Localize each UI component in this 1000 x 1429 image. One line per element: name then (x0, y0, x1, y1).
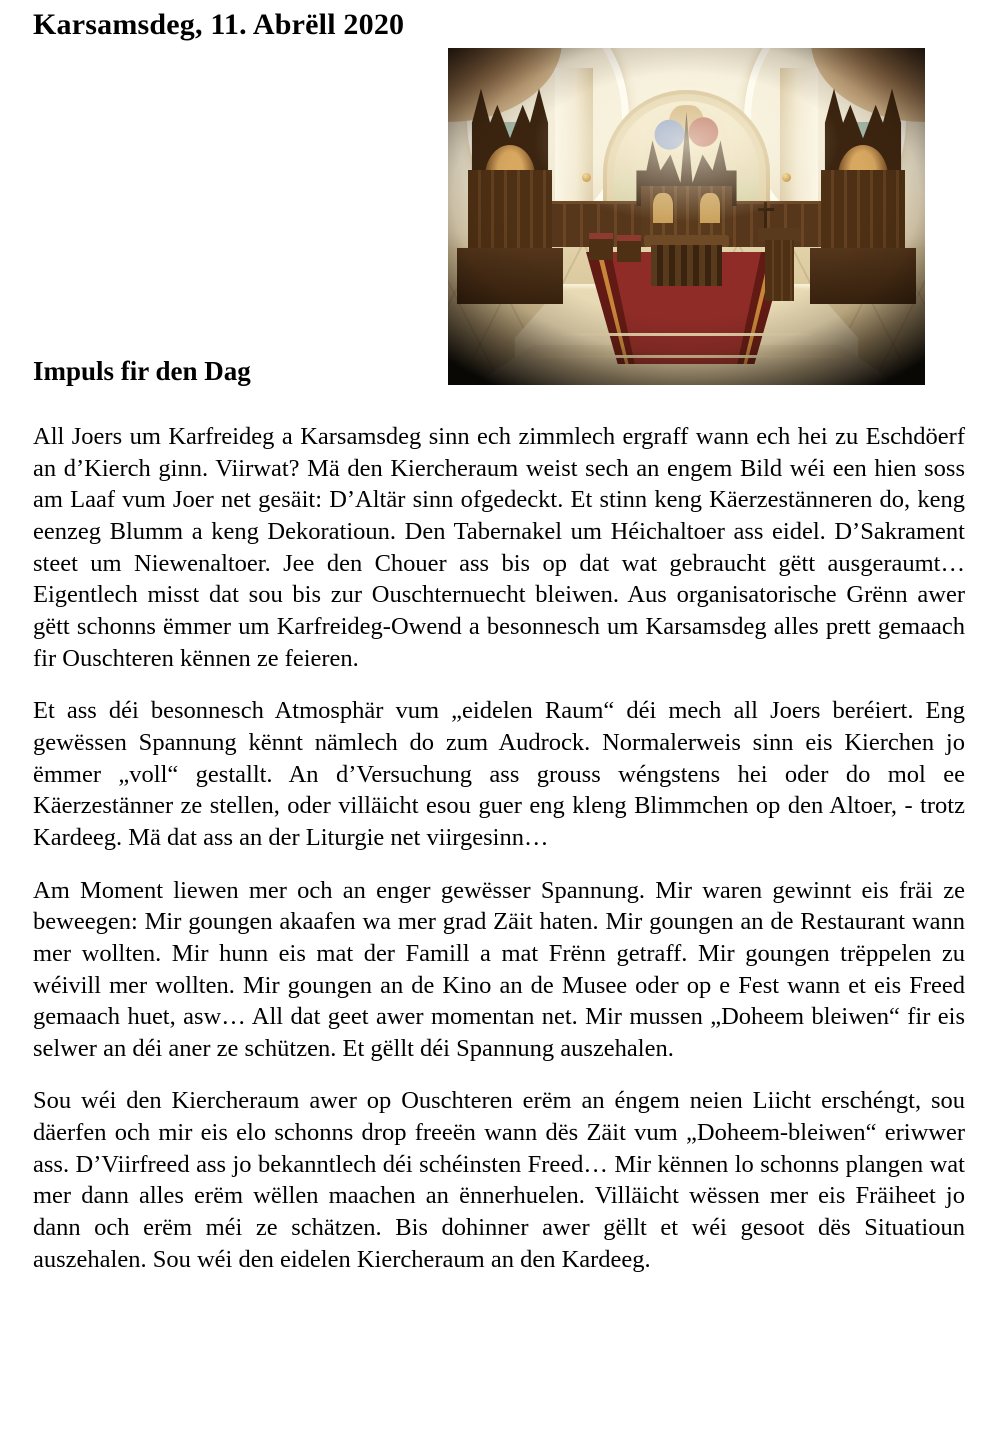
church-interior-photo (448, 48, 925, 385)
paragraph-2: Et ass déi besonnesch Atmosphär vum „eidelen Raum“ déi mech all Joers beréiert. Eng gewëssen Spannung kënnt nämlech do zum Audrock. Normalerweis sinn eis Kierchen jo ëmmer „voll“ gestallt. An d’Versuchung ass grouss wéngstens hei oder do mol ee Käerzestänner ze stellen, oder villäicht esou guer eng kleng Blimmchen op den Altoer, - trotz Kardeeg. Mä dat ass an der Liturgie net viirgesinn… (33, 697, 965, 851)
document-title: Karsamsdeg, 11. Abrëll 2020 (33, 8, 405, 41)
photo-fisheye-vignette (448, 48, 925, 385)
body-text (33, 421, 965, 1296)
paragraph-3: Am Moment liewen mer och an enger gewësser Spannung. Mir waren gewinnt eis fräi ze beweegen: Mir goungen akaafen wa mer grad Zäit haten. Mir goungen an de Restaurant wann mer wollten. Mir hunn eis mat der Famill a mat Frënn getraff. Mir goungen trëppelen zu wéivill mer wollten. Mir goungen an de Kino an de Musee oder op e Fest wann et eis Freed gemaach huet, asw… All dat geet awer momentan net. Mir mussen „Doheem bleiwen“ fir eis selwer an déi aner ze schützen. Et gëllt déi Spannung auszehalen. (33, 876, 965, 1062)
section-heading: Impuls fir den Dag (33, 356, 251, 386)
paragraph-1: All Joers um Karfreideg a Karsamsdeg sinn ech zimmlech ergraff wann ech hei zu Eschdöerf an d’Kierch ginn. Viirwat? Mä den Kiercheraum weist sech an engem Bild wéi een hien soss am Laaf vum Joer net gesäit: D’Altär sinn ofgedeckt. Et stinn keng Käerzestänneren do, keng eenzeg Blumm a keng Dekoratioun. Den Tabernakel um Héichaltoer ass eidel. D’Sakrament steet um Niewenaltoer. Jee den Chouer ass bis op dat wat gebraucht gëtt ausgeraumt… Eigentlech misst dat sou bis zur Ouschternuecht bleiwen. Aus organisatorische Grënn awer gëtt schonns ëmmer um Karfreideg-Owend a besonnesch um Karsamsdeg alles prett gemaach fir Ouschteren kënnen ze feieren. (33, 423, 965, 672)
paragraph-4: Sou wéi den Kiercheraum awer op Ouschteren erëm an éngem neien Liicht erschéngt, sou däerfen och mir eis elo schonns drop freeën wann dës Zäit vum „Doheem-bleiwen“ eriwwer ass. D’Viirfreed ass jo bekanntlech déi schéinsten Freed… Mir kënnen lo schonns plangen wat mer dann alles erëm wëllen maachen an ënnerhuelen. Villäicht wëssen mer eis Fräiheet jo dann och erëm méi ze schätzen. Bis dohinner awer gëllt et wéi gesoot dës Situatioun auszehalen. Sou wéi den eidelen Kiercheraum an den Kardeeg. (33, 1087, 965, 1273)
